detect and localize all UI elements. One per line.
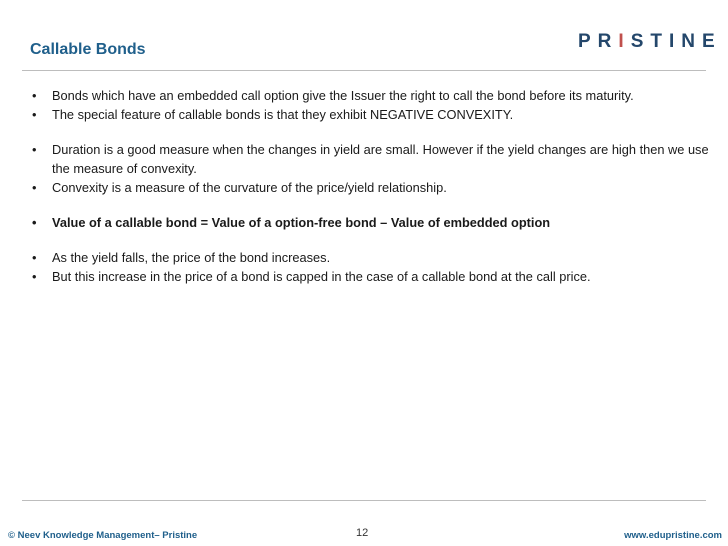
bullet-text: As the yield falls, the price of the bond increases. [52,250,331,265]
bullet-icon: • [32,142,37,157]
bullet-icon: • [32,215,37,230]
bullet-text: Duration is a good measure when the changes in yield are small. However if the yield changes are high then we use the measure of convexity. [52,142,709,176]
bullet-icon: • [32,250,37,265]
logo-text-accent: I [618,31,631,52]
bullet-text: Value of a callable bond = Value of a option-free bond – Value of embedded option [52,215,551,230]
bullet-text: Convexity is a measure of the curvature of the price/yield relationship. [52,180,447,195]
pristine-logo [578,31,722,53]
bullet-text: But this increase in the price of a bond is capped in the case of a callable bond at the call price. [52,269,591,284]
footer-divider [22,500,706,501]
bullet-text: The special feature of callable bonds is that they exhibit NEGATIVE CONVEXITY. [52,107,514,122]
bullet-item [32,86,712,105]
bullet-icon: • [32,269,37,284]
logo-text-end: STINE [630,31,722,52]
bullet-item [32,178,712,197]
logo-text-start: PR [578,31,619,52]
bullet-icon: • [32,88,37,103]
bullet-item [32,248,712,267]
footer-website: www.edupristine.com [624,530,722,541]
bullet-icon: • [32,180,37,195]
bullet-list [32,86,712,286]
header-divider [22,70,706,71]
bullet-item [32,213,712,232]
bullet-item [32,267,712,286]
footer-copyright: © Neev Knowledge Management– Pristine [8,530,198,541]
bullet-item [32,105,712,124]
page-number: 12 [356,527,369,539]
bullet-text: Bonds which have an embedded call option give the Issuer the right to call the bond before its maturity. [52,88,634,103]
bullet-icon: • [32,107,37,122]
bullet-item [32,140,712,178]
slide-title: Callable Bonds [30,41,146,58]
